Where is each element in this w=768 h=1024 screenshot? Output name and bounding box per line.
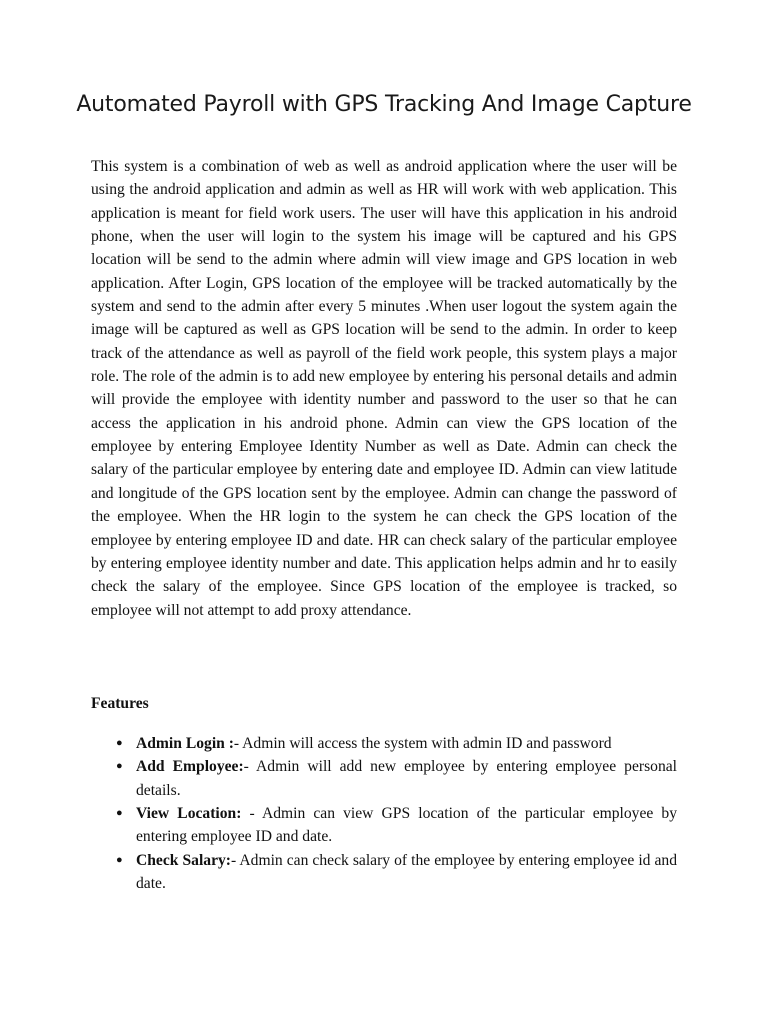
bullet-icon: ● <box>116 853 123 866</box>
feature-name: View Location: <box>136 805 242 823</box>
feature-description: - Admin will add new employee by entering employee personal details. <box>136 758 677 799</box>
features-heading: Features <box>91 695 149 712</box>
feature-item <box>91 732 677 755</box>
feature-description: - Admin can check salary of the employee by entering employee id and date. <box>136 851 678 893</box>
features-list <box>91 732 677 895</box>
feature-name: Admin Login : <box>136 735 234 752</box>
feature-description: - Admin can view GPS location of the particular employee by entering employee ID and date. <box>136 805 678 846</box>
feature-item <box>91 802 677 849</box>
document-title: Automated Payroll with GPS Tracking And Image Capture <box>76 92 692 117</box>
bullet-icon: ● <box>116 737 123 749</box>
feature-description: - Admin will access the system with admin ID and password <box>233 735 612 752</box>
feature-item <box>91 755 677 802</box>
feature-name: Check Salary: <box>136 851 232 869</box>
body-paragraph: This system is a combination of web as well as android application where the user will be using the android application and admin as well as HR will work with web application. This application is meant for field work users. The user will have this application in his android phone, when the user will login to the system his image will be captured and his GPS location will be send to the admin where admin will view image and GPS location in web application. After Login, GPS location of the employee will be tracked automatically by the system and send to the admin after every 5 minutes .When user logout the system again the image will be captured as well as GPS location will be send to the admin. In order to keep track of the attendance as well as payroll of the field work people, this system plays a major role. The role of the admin is to add new employee by entering his personal details and admin will provide the employee with identity number and password to the user so that he can access the application in his android phone. Admin can view the GPS location of the employee by entering Employee Identity Number as well as Date. Admin can check the salary of the particular employee by entering date and employee ID. Admin can view latitude and longitude of the GPS location sent by the employee. Admin can change the password of the employee. When the HR login to the system he can check the GPS location of the employee by entering employee ID and date. HR can check salary of the particular employee by entering employee identity number and date. This application helps admin and hr to easily check the salary of the employee. Since GPS location of the employee is tracked, so employee will not attempt to add proxy attendance. <box>91 158 677 619</box>
bullet-icon: ● <box>116 807 123 820</box>
feature-name: Add Employee: <box>136 758 244 776</box>
bullet-icon: ● <box>116 760 123 773</box>
feature-item <box>91 849 677 896</box>
